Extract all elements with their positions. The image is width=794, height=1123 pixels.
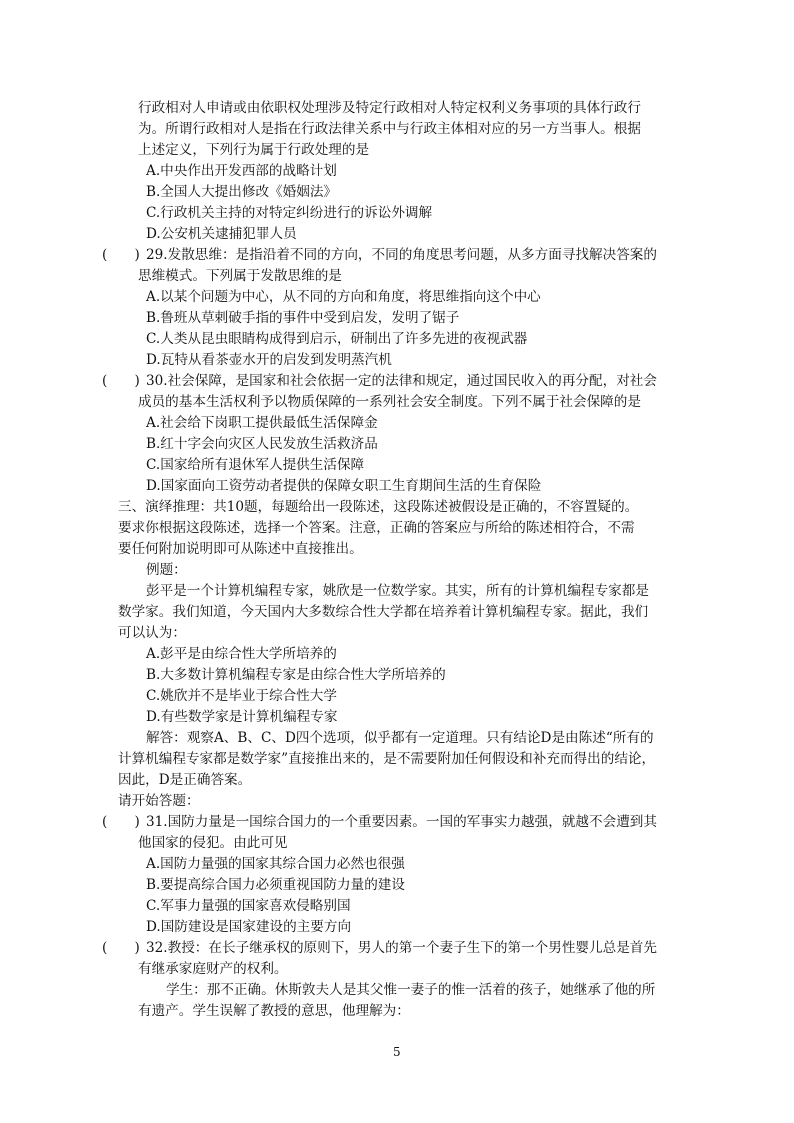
answer-paren-29: ( ): [102, 247, 140, 263]
option-c: C.姚欣并不是毕业于综合性大学: [146, 688, 337, 704]
section-heading: 三、演绎推理：共10题，每题给出一段陈述，这段陈述被假设是正确的，不容置疑的。: [118, 499, 639, 515]
text-line: 有遗产。学生误解了教授的意思，他理解为：: [138, 1003, 410, 1019]
question-31: 31.国防力量是一国综合国力的一个重要因素。一国的军事实力越强，就越不会遭到其: [146, 814, 657, 830]
option-b: B.大多数计算机编程专家是由综合性大学所培养的: [146, 667, 446, 683]
option-c: C.行政机关主持的对特定纠纷进行的诉讼外调解: [146, 205, 433, 221]
option-b: B.全国人大提出修改《婚姻法》: [146, 184, 338, 200]
answer-paren-32: ( ): [102, 940, 140, 956]
option-d: D.国防建设是国家建设的主要方向: [146, 919, 352, 935]
text-line: 上述定义，下列行为属于行政处理的是: [138, 142, 370, 158]
answer-paren-31: ( ): [102, 814, 140, 830]
text-line: 要求你根据这段陈述，选择一个答案。注意，正确的答案应与所给的陈述相符合，不需: [118, 520, 635, 536]
text-line: 可以认为：: [118, 625, 186, 641]
option-a: A.以某个问题为中心，从不同的方向和角度，将思维指向这个中心: [146, 289, 541, 305]
text-line: 学生：那不正确。休斯敦夫人是其父惟一妻子的惟一活着的孩子，她继承了他的所: [166, 982, 656, 998]
option-d: D.瓦特从看茶壶水开的启发到发明蒸汽机: [146, 352, 392, 368]
option-a: A.彭平是由综合性大学所培养的: [146, 646, 337, 662]
start-prompt: 请开始答题：: [118, 793, 200, 809]
option-b: B.鲁班从草剌破手指的事件中受到启发，发明了锯子: [146, 310, 460, 326]
text-line: 他国家的侵犯。由此可见: [138, 835, 288, 851]
option-a: A.社会给下岗职工提供最低生活保障金: [146, 415, 378, 431]
option-b: B.要提高综合国力必须重视国防力量的建设: [146, 877, 405, 893]
question-30: 30.社会保障，是国家和社会依据一定的法律和规定，通过国民收入的再分配，对社会: [146, 373, 657, 389]
text-line: 思维模式。下列属于发散思维的是: [138, 268, 342, 284]
text-line: 彭平是一个计算机编程专家，姚欣是一位数学家。其实，所有的计算机编程专家都是: [146, 583, 649, 599]
text-line: 为。所谓行政相对人是指在行政法律关系中与行政主体相对应的另一方当事人。根据: [138, 121, 641, 137]
example-label: 例题：: [146, 562, 187, 578]
question-32: 32.教授：在长子继承权的原则下，男人的第一个妻子生下的第一个男性婴儿总是首先: [146, 940, 657, 956]
question-29: 29.发散思维：是指沿着不同的方向，不同的角度思考问题，从多方面寻找解决答案的: [146, 247, 657, 263]
answer-explanation: 解答：观察A、B、C、D四个选项，似乎都有一定道理。只有结论D是由陈述“所有的: [146, 730, 654, 746]
option-d: D.公安机关逮捕犯罪人员: [146, 226, 297, 242]
option-a: A.国防力量强的国家其综合国力必然也很强: [146, 856, 405, 872]
option-d: D.有些数学家是计算机编程专家: [146, 709, 338, 725]
text-line: 数学家。我们知道，今天国内大多数综合性大学都在培养着计算机编程专家。据此，我们: [118, 604, 649, 620]
text-line: 成员的基本生活权利予以物质保障的一系列社会安全制度。下列不属于社会保障的是: [138, 394, 641, 410]
text-line: 因此，D是正确答案。: [118, 772, 252, 788]
option-b: B.红十字会向灾区人民发放生活救济品: [146, 436, 378, 452]
option-a: A.中央作出开发西部的战略计划: [146, 163, 337, 179]
answer-paren-30: ( ): [102, 373, 140, 389]
text-line: 要任何附加说明即可从陈述中直接推出。: [118, 541, 363, 557]
text-line: 行政相对人申请或由依职权处理涉及特定行政相对人特定权利义务事项的具体行政行: [138, 100, 641, 116]
option-d: D.国家面向工资劳动者提供的保障女职工生育期间生活的生育保险: [146, 478, 542, 494]
page-number: 5: [393, 1045, 401, 1059]
text-line: 有继承家庭财产的权利。: [138, 961, 288, 977]
option-c: C.人类从昆虫眼睛构成得到启示，研制出了许多先进的夜视武器: [146, 331, 528, 347]
option-c: C.军事力量强的国家喜欢侵略别国: [146, 898, 351, 914]
text-line: 计算机编程专家都是数学家”直接推出来的，是不需要附加任何假设和补充而得出的结论，: [118, 751, 656, 767]
option-c: C.国家给所有退休军人提供生活保障: [146, 457, 365, 473]
